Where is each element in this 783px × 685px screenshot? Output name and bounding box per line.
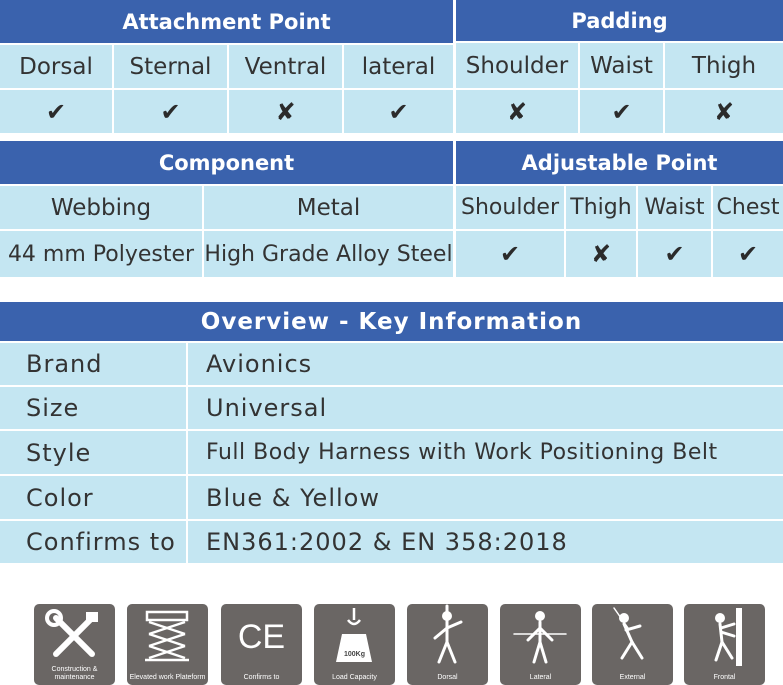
adjustable-value-shoulder: ✔ (456, 231, 564, 277)
component-header: Component (0, 141, 453, 184)
padding-col-waist: Waist (580, 43, 663, 88)
attachment-col-dorsal: Dorsal (0, 45, 112, 88)
component-col-metal: Metal (204, 186, 453, 229)
construction-maintenance-caption: Construction & maintenance (51, 666, 98, 681)
attachment-value-lateral: ✔ (344, 90, 453, 133)
adjustable-value-chest: ✔ (713, 231, 783, 277)
adjustable-point-header: Adjustable Point (456, 141, 783, 184)
attachment-col-lateral: lateral (344, 45, 453, 88)
overview-value-style: Full Body Harness with Work Positioning Belt (188, 431, 783, 474)
overview-value-color: Blue & Yellow (188, 476, 783, 519)
overview-value-brand: Avionics (188, 343, 783, 385)
component-value-metal: High Grade Alloy Steel (204, 231, 453, 277)
frontal-icon (684, 604, 765, 685)
component-col-webbing: Webbing (0, 186, 202, 229)
load-capacity-glyph: 100Kg (343, 651, 365, 658)
padding-value-shoulder: ✘ (456, 90, 578, 133)
overview-value-confirms-to: EN361:2002 & EN 358:2018 (188, 521, 783, 563)
elevated-work-platform-caption: Elevated work Plateform (129, 674, 206, 681)
adjustable-value-waist: ✔ (638, 231, 711, 277)
padding-col-shoulder: Shoulder (456, 43, 578, 88)
lateral-caption: Lateral (529, 674, 552, 681)
overview-label-confirms-to: Confirms to (0, 521, 186, 563)
lateral-icon (500, 604, 581, 685)
attachment-point-header: Attachment Point (0, 0, 453, 43)
ce-mark-icon (221, 604, 302, 685)
adjustable-col-chest: Chest (713, 186, 783, 229)
elevated-work-platform-icon (127, 604, 208, 685)
overview-label-brand: Brand (0, 343, 186, 385)
load-capacity-icon (314, 604, 395, 685)
frontal-caption: Frontal (713, 674, 736, 681)
construction-maintenance-icon (34, 604, 115, 685)
overview-value-size: Universal (188, 387, 783, 429)
attachment-col-sternal: Sternal (114, 45, 227, 88)
overview-header: Overview - Key Information (0, 302, 783, 341)
adjustable-col-shoulder: Shoulder (456, 186, 564, 229)
attachment-value-sternal: ✔ (114, 90, 227, 133)
component-value-webbing: 44 mm Polyester (0, 231, 202, 277)
padding-value-waist: ✔ (580, 90, 663, 133)
attachment-col-ventral: Ventral (229, 45, 342, 88)
padding-col-thigh: Thigh (665, 43, 783, 88)
adjustable-col-thigh: Thigh (566, 186, 636, 229)
overview-label-size: Size (0, 387, 186, 429)
padding-header: Padding (456, 0, 783, 41)
dorsal-icon (407, 604, 488, 685)
ce-mark-caption: Confirms to (243, 674, 280, 681)
external-caption: External (619, 674, 646, 681)
padding-value-thigh: ✘ (665, 90, 783, 133)
attachment-value-dorsal: ✔ (0, 90, 112, 133)
load-capacity-caption: Load Capacity (332, 674, 377, 681)
external-icon (592, 604, 673, 685)
attachment-value-ventral: ✘ (229, 90, 342, 133)
overview-label-style: Style (0, 431, 186, 474)
dorsal-caption: Dorsal (437, 674, 458, 681)
adjustable-col-waist: Waist (638, 186, 711, 229)
adjustable-value-thigh: ✘ (566, 231, 636, 277)
overview-label-color: Color (0, 476, 186, 519)
ce-mark-glyph: CE (237, 618, 286, 656)
